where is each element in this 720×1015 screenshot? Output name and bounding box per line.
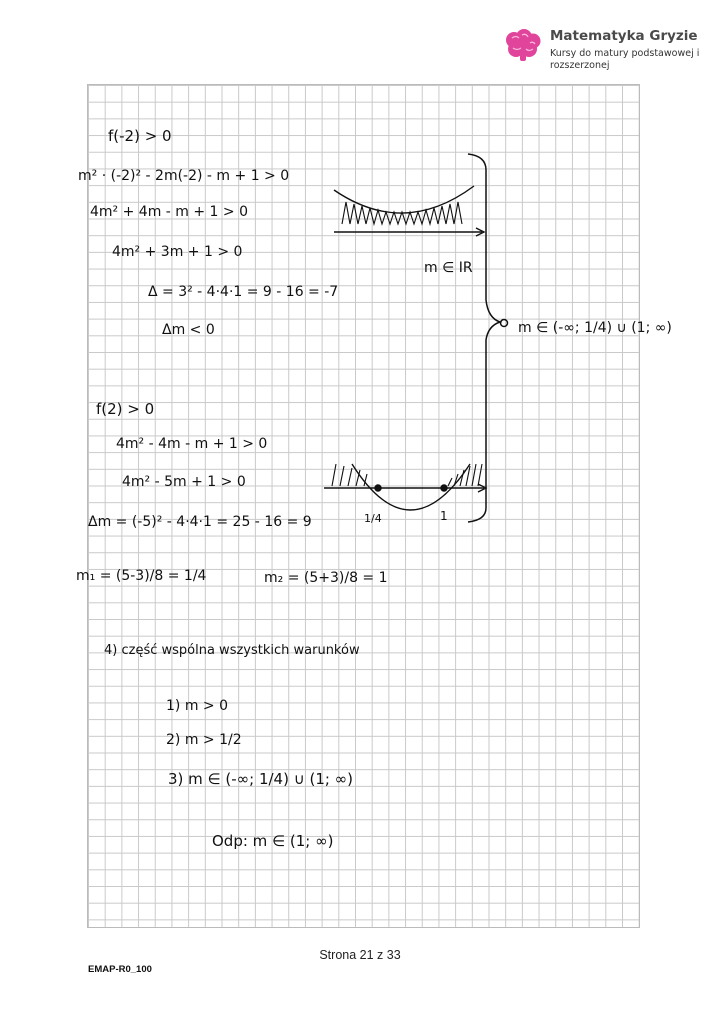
line-delta1: Δ = 3² - 4·4·1 = 9 - 16 = -7 (148, 284, 339, 300)
page-number: Strona 21 z 33 (319, 948, 401, 962)
brace-connector (468, 154, 508, 522)
sketch-parabola-roots (324, 464, 486, 510)
line-delta1-negative: Δm < 0 (162, 322, 215, 338)
line-root-m1: m₁ = (5-3)/8 = 1/4 (76, 568, 207, 584)
line-simplify: 4m² + 4m - m + 1 > 0 (90, 204, 248, 220)
label-m-in-R: m ∈ IR (424, 260, 473, 276)
line-expand2: 4m² - 4m - m + 1 > 0 (116, 436, 268, 452)
sketch-parabola-positive (334, 186, 484, 236)
line-condition-3: 3) m ∈ (-∞; 1/4) ∪ (1; ∞) (168, 770, 354, 788)
line-f-plus2: f(2) > 0 (96, 400, 155, 418)
line-condition-1: 1) m > 0 (166, 698, 228, 714)
line-delta2: Δm = (-5)² - 4·4·1 = 25 - 16 = 9 (88, 514, 312, 530)
line-f-minus2: f(-2) > 0 (108, 127, 172, 145)
line-condition-2: 2) m > 1/2 (166, 732, 242, 748)
label-root-quarter: 1/4 (364, 512, 382, 525)
line-quadratic2: 4m² - 5m + 1 > 0 (122, 474, 246, 490)
label-result-set: m ∈ (-∞; 1/4) ∪ (1; ∞) (518, 320, 672, 336)
line-quadratic: 4m² + 3m + 1 > 0 (112, 244, 243, 260)
document-code: EMAP-R0_100 (88, 964, 152, 975)
brand-name: Matematyka Gryzie (550, 28, 698, 44)
line-root-m2: m₂ = (5+3)/8 = 1 (264, 570, 388, 586)
label-root-one: 1 (440, 509, 448, 523)
line-common-heading: 4) część wspólna wszystkich warunków (104, 643, 360, 658)
line-answer: Odp: m ∈ (1; ∞) (212, 832, 334, 850)
brand-tagline: Kursy do matury podstawowej i rozszerzonej (550, 48, 700, 71)
line-expand: m² · (-2)² - 2m(-2) - m + 1 > 0 (78, 168, 290, 184)
